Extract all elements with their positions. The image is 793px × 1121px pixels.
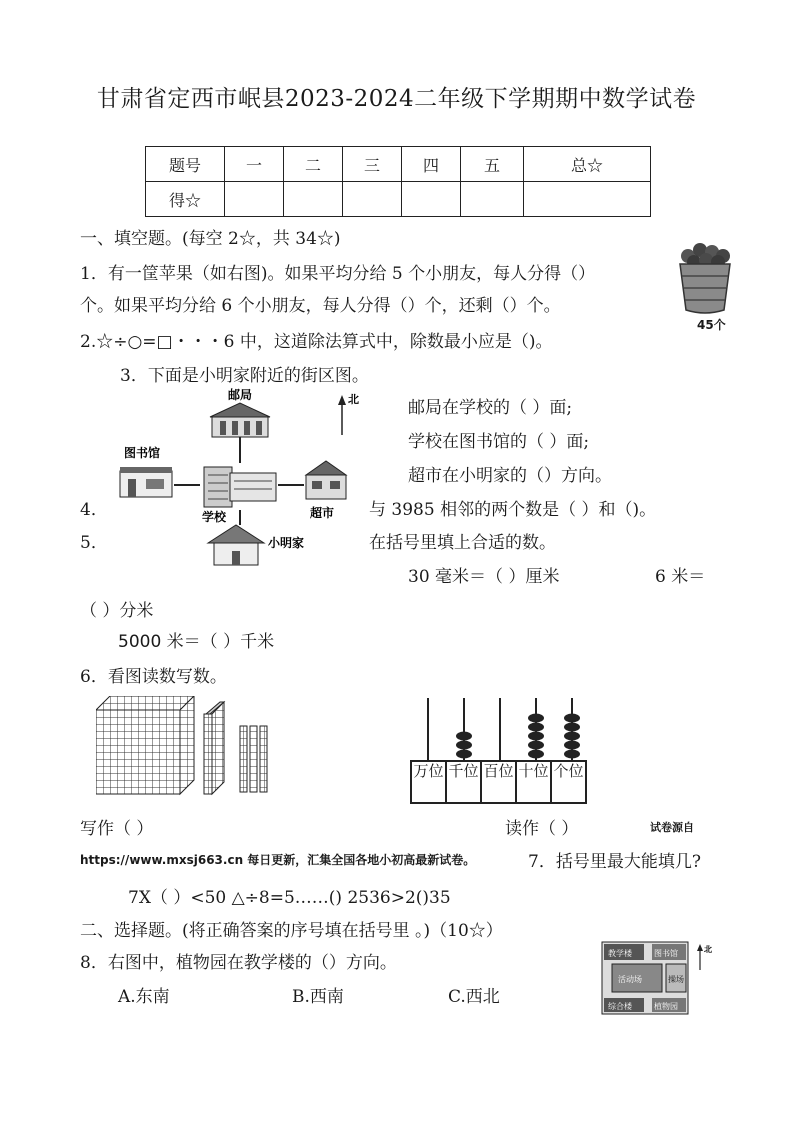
score-table-score-row — [146, 182, 651, 217]
abacus-label: 十位 — [517, 760, 552, 804]
question-3-b: 学校在图书馆的（ ）面; — [408, 432, 590, 452]
map-label-school: 学校 — [202, 510, 227, 524]
question-4: 与 3985 相邻的两个数是（ ）和（)。 — [369, 500, 657, 520]
abacus-bead — [528, 723, 544, 732]
score-table-header-row — [146, 147, 651, 182]
abacus-label: 百位 — [482, 760, 517, 804]
question-3-intro: 3．下面是小明家附近的街区图。 — [120, 366, 369, 386]
question-1-line2: 个。如果平均分给 6 个小朋友，每人分得（）个，还剩（）个。 — [80, 296, 561, 316]
question-5-number: 5． — [80, 533, 108, 553]
abacus-label: 个位 — [552, 760, 587, 804]
table-cell: 一 — [225, 147, 284, 182]
abacus-bead — [564, 723, 580, 732]
question-7: 7．括号里最大能填几? — [528, 852, 701, 872]
street-map — [100, 385, 370, 570]
library-icon — [120, 467, 172, 497]
campus-label-teach: 教学楼 — [608, 949, 632, 958]
question-1-line1: 1．有一筐苹果（如右图)。如果平均分给 5 个小朋友，每人分得（） — [80, 264, 596, 284]
option-b[interactable]: B.西南 — [292, 987, 344, 1007]
source-note: 试卷源自 — [650, 821, 694, 834]
page-title: 甘肃省定西市岷县2023-2024二年级下学期期中数学试卷 — [96, 86, 697, 112]
table-cell: 总☆ — [524, 147, 651, 182]
read-answer: 读作（ ） — [505, 819, 579, 839]
abacus-label: 千位 — [447, 760, 482, 804]
apple-caption: 45个 — [697, 318, 726, 332]
question-3-a: 邮局在学校的（ ）面; — [408, 398, 573, 418]
question-5-part2: 6 米＝ — [655, 567, 706, 587]
map-label-north: 北 — [348, 393, 359, 406]
score-input-cell[interactable] — [343, 182, 402, 217]
north-arrow-icon — [338, 395, 346, 435]
school-icon — [204, 467, 276, 507]
abacus-bead — [456, 750, 472, 759]
home-icon — [208, 525, 264, 565]
question-3-c: 超市在小明家的（）方向。 — [408, 466, 612, 486]
option-c[interactable]: C.西北 — [448, 987, 500, 1007]
write-answer: 写作（ ） — [80, 819, 154, 839]
campus-label-library: 图书馆 — [654, 949, 678, 958]
abacus-bead — [564, 750, 580, 759]
campus-map — [600, 940, 718, 1016]
map-label-post: 邮局 — [228, 388, 253, 402]
abacus-label: 万位 — [410, 760, 447, 804]
north-arrow-icon — [697, 944, 703, 970]
ten-rod-icon — [240, 726, 267, 792]
market-icon — [306, 461, 346, 499]
question-5: 在括号里填上合适的数。 — [369, 533, 556, 553]
table-cell: 四 — [402, 147, 461, 182]
map-label-market: 超市 — [310, 506, 335, 520]
table-cell: 五 — [461, 147, 524, 182]
abacus-rods — [410, 696, 588, 760]
option-a[interactable]: A.东南 — [118, 987, 170, 1007]
score-input-cell[interactable] — [284, 182, 343, 217]
abacus-bead — [564, 714, 580, 723]
section1-heading: 一、填空题。(每空 2☆，共 34☆) — [80, 229, 341, 249]
base-ten-blocks-image — [96, 696, 276, 806]
abacus-bead — [564, 741, 580, 750]
abacus-bead — [528, 732, 544, 741]
campus-label-north: 北 — [704, 945, 712, 954]
question-5-part2-cont: （ ）分米 — [80, 601, 154, 621]
score-input-cell[interactable] — [461, 182, 524, 217]
source-url: https://www.mxsj663.cn 每日更新，汇集全国各地小初高最新试卷。 — [80, 853, 476, 867]
question-5-part1: 30 毫米＝（ ）厘米 — [408, 567, 560, 587]
campus-label-field: 操场 — [668, 975, 684, 984]
thousand-cube-icon — [96, 696, 194, 794]
abacus-label-row — [410, 760, 587, 804]
score-input-cell[interactable] — [225, 182, 284, 217]
campus-label-activity: 活动场 — [618, 975, 642, 984]
abacus-bead — [528, 741, 544, 750]
abacus — [410, 696, 588, 808]
campus-label-comprehensive: 综合楼 — [608, 1002, 632, 1011]
map-label-library: 图书馆 — [124, 446, 161, 460]
question-5-part3: 5000 米＝（ ）千米 — [118, 632, 275, 652]
abacus-bead — [528, 750, 544, 759]
score-input-cell[interactable] — [402, 182, 461, 217]
table-cell: 得☆ — [146, 182, 225, 217]
table-cell: 三 — [343, 147, 402, 182]
abacus-bead — [528, 714, 544, 723]
abacus-bead — [456, 741, 472, 750]
post-office-icon — [210, 403, 270, 437]
table-cell: 二 — [284, 147, 343, 182]
question-4-number: 4． — [80, 500, 108, 520]
question-8: 8．右图中，植物园在教学楼的（）方向。 — [80, 953, 397, 973]
apple-basket-image — [676, 240, 734, 318]
score-input-cell[interactable] — [524, 182, 651, 217]
question-6: 6．看图读数写数。 — [80, 667, 227, 687]
abacus-bead — [456, 732, 472, 741]
map-label-home: 小明家 — [268, 536, 305, 550]
hundred-flat-icon — [204, 702, 224, 794]
table-cell: 题号 — [146, 147, 225, 182]
abacus-bead — [564, 732, 580, 741]
section2-heading: 二、选择题。(将正确答案的序号填在括号里 。)（10☆） — [80, 921, 503, 941]
campus-label-botanical: 植物园 — [654, 1002, 678, 1011]
question-2: 2.☆÷○=□・・・6 中，这道除法算式中，除数最小应是（)。 — [80, 332, 553, 352]
score-table — [145, 146, 651, 217]
question-7-items: 7X（ ）<50 △÷8=5……() 2536>2()35 — [128, 888, 451, 908]
